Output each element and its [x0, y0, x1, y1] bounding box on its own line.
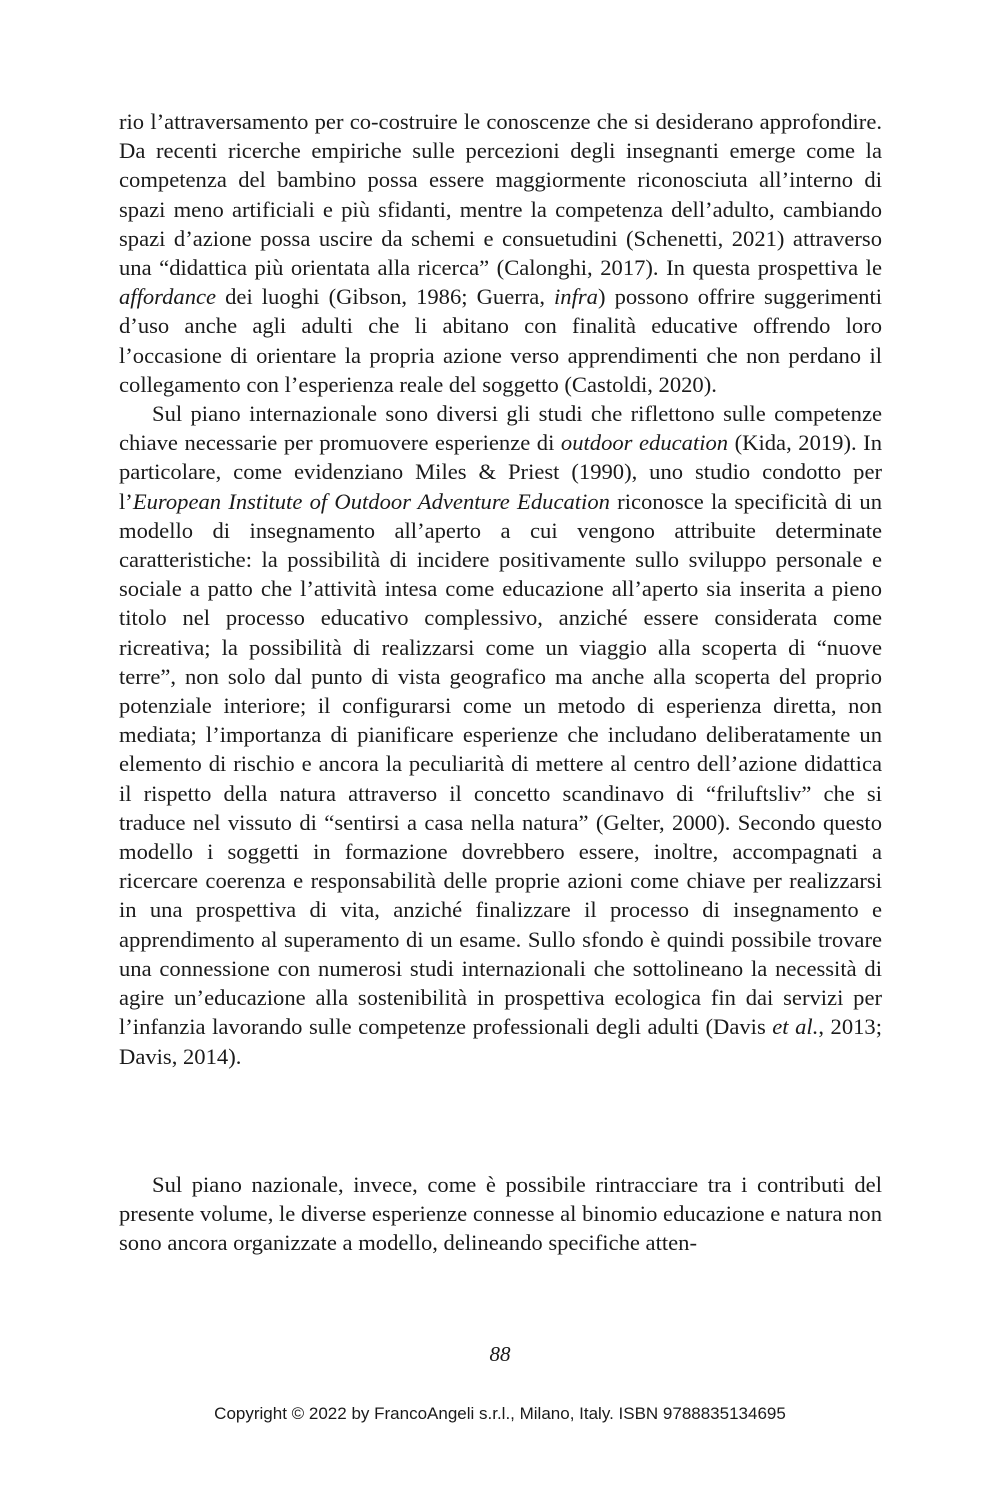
- page-number: 88: [489, 1342, 511, 1366]
- text-run: Sul piano nazionale, invece, come è possibile rintracciare tra i contributi del presente volume, le diverse esperienze connesse al binomio educazione e natura non sono ancora organizzate a modello, delineando specifiche atten-: [119, 1172, 882, 1256]
- italic-text-run: affordance: [119, 284, 217, 310]
- text-run: , 2013; Davis, 2014).: [119, 1014, 882, 1069]
- text-run: dei luoghi (Gibson, 1986; Guerra,: [216, 284, 555, 310]
- text-run: riconosce la specificità di un modello di insegnamento all’aperto a cui vengono attribuite determinate caratteristiche: la possibilità di incidere positivamente sullo sviluppo personale e sociale a patto che l’attività intesa come educazione all’aperto sia inserita a pieno titolo nel processo educativo complessivo, anziché essere considerata come ricreativa; la possibilità di realizzarsi come un viaggio alla scoperta di “nuove terre”, non solo dal punto di vista geografico ma anche alla scoperta del proprio potenziale interiore; il configurarsi come un metodo di esperienza diretta, non mediata; l’importanza di pianificare esperienze che includano deliberatamente un elemento di rischio e ancora la peculiarità di mettere al centro dell’azione didattica il rispetto della natura attraverso il concetto scandinavo di “friluftsliv” che si traduce nel vissuto di “sentirsi a casa nella natura” (Gelter, 2000). Secondo questo modello i soggetti in formazione dovrebbero essere, inoltre, accompagnati a ricercare coerenza e responsabilità delle proprie azioni come chiave per realizzarsi in una prospettiva di vita, anziché finalizzare il processo di insegnamento e apprendimento al superamento di un esame. Sullo sfondo è quindi possibile trovare una connessione con numerosi studi internazionali che sottolineano la necessità di agire un’educazione alla sostenibilità in prospettiva ecologica fin dai servizi per l’infanzia lavorando sulle competenze professionali degli adulti (Davis: [119, 488, 882, 1040]
- text-run: ) possono offrire suggerimenti d’uso anche agli adulti che li abitano con finalità educative offrendo loro l’occasione di orientare la propria azione verso apprendimenti che non perdano il collegamento con l’esperienza reale del soggetto (Castoldi, 2020).: [119, 284, 883, 397]
- paragraph-3: [119, 1170, 882, 1258]
- italic-text-run: European Institute of Outdoor Adventure Education: [132, 488, 610, 514]
- paragraph-1: [119, 107, 882, 399]
- paragraph-2: [119, 399, 882, 1071]
- body-text-top: [119, 107, 882, 1071]
- italic-text-run: et al.: [772, 1014, 819, 1040]
- text-run: rio l’attraversamento per co-costruire le conoscenze che si desiderano approfondire. Da recenti ricerche empiriche sulle percezioni degli insegnanti emerge come la competenza del bambino possa essere maggiormente riconosciuta all’interno di spazi meno artificiali e più sfidanti, mentre la competenza dell’adulto, cambiando spazi d’azione possa uscire da schemi e consuetudini (Schenetti, 2021) attraverso una “didattica più orientata alla ricerca” (Calonghi, 2017). In questa prospettiva le: [119, 109, 882, 281]
- text-run: Sul piano internazionale sono diversi gli studi che riflettono sulle competenze chiave necessarie per promuovere esperienze di: [119, 401, 882, 456]
- italic-text-run: outdoor education: [560, 430, 729, 456]
- copyright-notice: Copyright © 2022 by FrancoAngeli s.r.l., Milano, Italy. ISBN 9788835134695: [214, 1404, 786, 1423]
- body-text-bottom: [119, 1170, 882, 1258]
- italic-text-run: infra: [554, 284, 598, 310]
- text-run: (Kida, 2019). In particolare, come evidenziano Miles & Priest (1990), uno studio condotto per l’: [119, 430, 882, 514]
